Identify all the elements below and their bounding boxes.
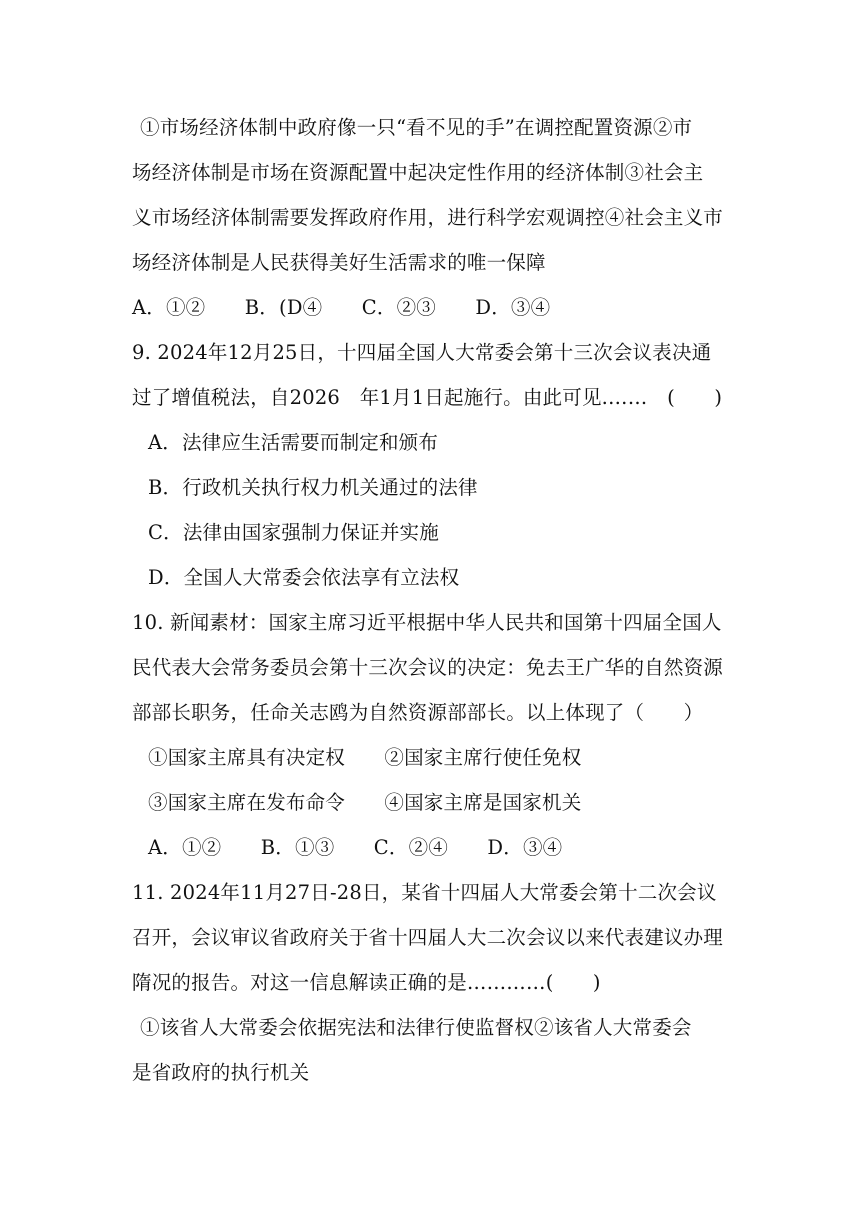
q9-option-c: C．法律由国家强制力保证并实施 [148,521,439,544]
q10-choices: A．①② B．①③ C．②④ D．③④ [148,836,563,859]
q9-option-b: B．行政机关执行权力机关通过的法律 [148,476,478,499]
q10-stem-line-2: 民代表大会常务委员会第十三次会议的决定：免去王广华的自然资源 [132,656,724,679]
q9-stem-line-1: 9. 2024年12月25日，十四届全国人大常委会第十三次会议表决通 [132,341,712,364]
q8-statement-line-1: ①市场经济体制中政府像一只“看不见的手”在调控配置资源②市 [140,116,693,139]
q11-stem-line-3: 隋况的报告。对这一信息解读正确的是…………( ) [132,971,601,994]
q8-statement-line-3: 义市场经济体制需要发挥政府作用，进行科学宏观调控④社会主义市 [132,206,724,229]
q8-statement-line-2: 场经济体制是市场在资源配置中起决定性作用的经济体制③社会主 [132,161,704,184]
q10-statement-line-1: ①国家主席具有决定权 ②国家主席行使任免权 [148,746,582,769]
q11-stem-line-2: 召开，会议审议省政府关于省十四届人大二次会议以来代表建议办理 [132,926,724,949]
q8-choices: A．①② B．(D④ C．②③ D．③④ [132,296,551,319]
q9-option-d: D．全国人大常委会依法享有立法权 [148,566,460,589]
q10-statement-line-2: ③国家主席在发布命令 ④国家主席是国家机关 [148,791,582,814]
q10-stem-line-1: 10. 新闻素材：国家主席习近平根据中华人民共和国第十四届全国人 [132,611,722,634]
q11-stem-line-1: 11. 2024年11月27日-28日，某省十四届人大常委会第十二次会议 [132,881,717,904]
q9-option-a: A．法律应生活需要而制定和颁布 [148,431,439,454]
q9-stem-line-2: 过了增值税法，自2026 年1月1日起施行。由此可见.…… ( ) [132,386,723,409]
q8-statement-line-4: 场经济体制是人民获得美好生活需求的唯一保障 [132,251,546,274]
q11-statement-line-1: ①该省人大常委会依据宪法和法律行使监督权②该省人大常委会 [140,1016,692,1039]
q11-statement-line-2: 是省政府的执行机关 [132,1061,310,1084]
q10-stem-line-3: 部部长职务，任命关志鸥为自然资源部部长。以上体现了（ ） [132,701,704,724]
